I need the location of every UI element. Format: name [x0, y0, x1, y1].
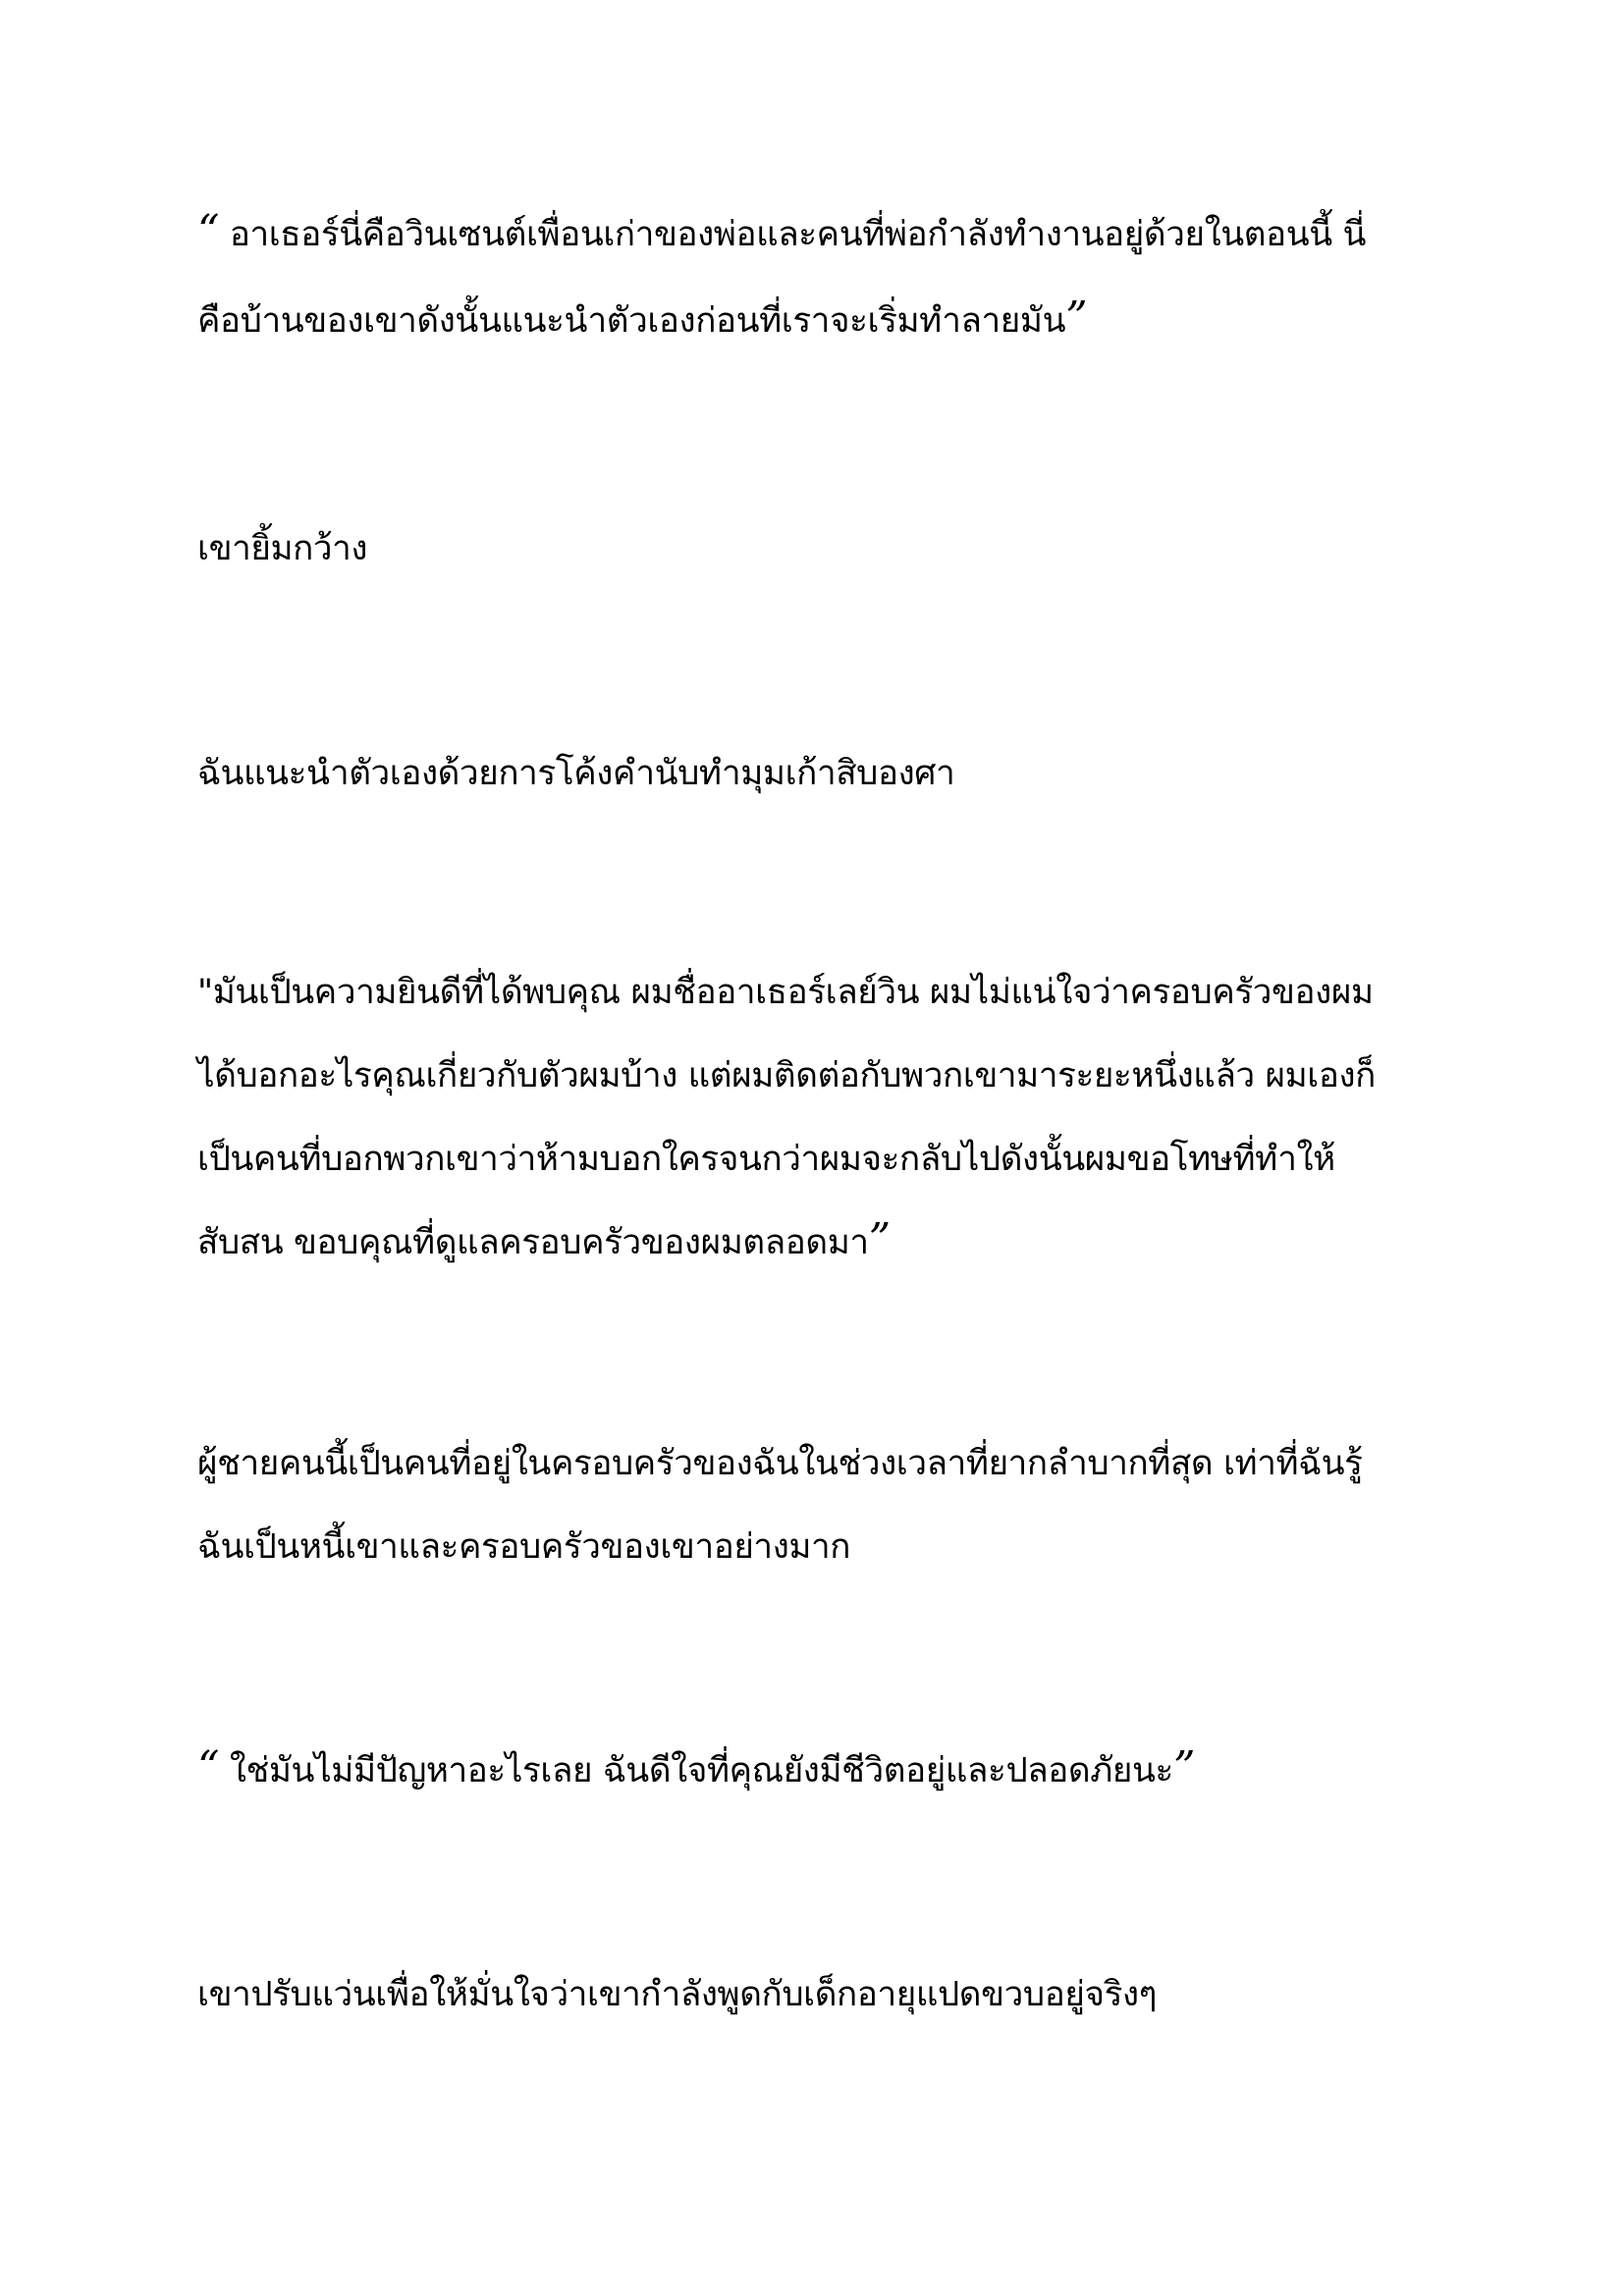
paragraph-line: [197, 1214, 891, 1264]
paragraph-line: [197, 293, 1088, 343]
line-text: คือบ้านของเขาดังนั้นแนะนำตัวเองก่อนที่เราจะเริ่มทำลายมัน: [197, 301, 1066, 341]
paragraph-line: [197, 1970, 1157, 2013]
paragraph-line: [197, 1742, 1196, 1792]
paragraph-line: [197, 749, 954, 792]
line-text: ใช่มันไม่มีปัญหาอะไรเลย ฉันดีใจที่คุณยังมีชีวิตอยู่และปลอดภัยนะ: [219, 1751, 1173, 1790]
open-quote-mark: “: [197, 1742, 220, 1792]
close-quote-mark: ”: [1065, 293, 1088, 343]
close-quote-mark: ”: [1172, 1742, 1196, 1792]
paragraph-line: [197, 1051, 1376, 1095]
close-quote-mark: ”: [868, 1214, 891, 1264]
paragraph-line: [197, 1439, 1363, 1482]
paragraph-line: [197, 968, 1374, 1011]
line-text: ฉันแนะนำตัวเองด้วยการโค้งคำนับทำมุมเก้าสิบองศา: [197, 754, 955, 793]
paragraph-line: [197, 524, 367, 567]
line-text: ได้บอกอะไรคุณเกี่ยวกับตัวผมบ้าง แต่ผมติดต่อกับพวกเขามาระยะหนึ่งแล้ว ผมเองก็: [197, 1056, 1376, 1095]
line-text: "มันเป็นความยินดีที่ได้พบคุณ ผมชื่ออาเธอร์เลย์วิน ผมไม่แน่ใจว่าครอบครัวของผม: [197, 973, 1374, 1012]
open-quote-mark: “: [197, 206, 220, 256]
line-text: ผู้ชายคนนี้เป็นคนที่อยู่ในครอบครัวของฉันในช่วงเวลาที่ยากลำบากที่สุด เท่าที่ฉันรู้: [197, 1444, 1363, 1483]
line-text: เขายิ้มกว้าง: [197, 529, 368, 568]
paragraph-line: [197, 1522, 850, 1566]
line-text: เขาปรับแว่นเพื่อให้มั่นใจว่าเขากำลังพูดกับเด็กอายุแปดขวบอยู่จริงๆ: [197, 1975, 1158, 2014]
paragraph-line: [197, 1135, 1335, 1178]
paragraph-line: [197, 206, 1367, 256]
line-text: อาเธอร์นี่คือวินเซนต์เพื่อนเก่าของพ่อและคนที่พ่อกำลังทำงานอยู่ด้วยในตอนนี้ นี่: [219, 215, 1367, 254]
line-text: ฉันเป็นหนี้เขาและครอบครัวของเขาอย่างมาก: [197, 1527, 851, 1567]
line-text: สับสน ขอบคุณที่ดูแลครอบครัวของผมตลอดมา: [197, 1223, 869, 1262]
line-text: เป็นคนที่บอกพวกเขาว่าห้ามบอกใครจนกว่าผมจะกลับไปดังนั้นผมขอโทษที่ทำให้: [197, 1140, 1335, 1179]
